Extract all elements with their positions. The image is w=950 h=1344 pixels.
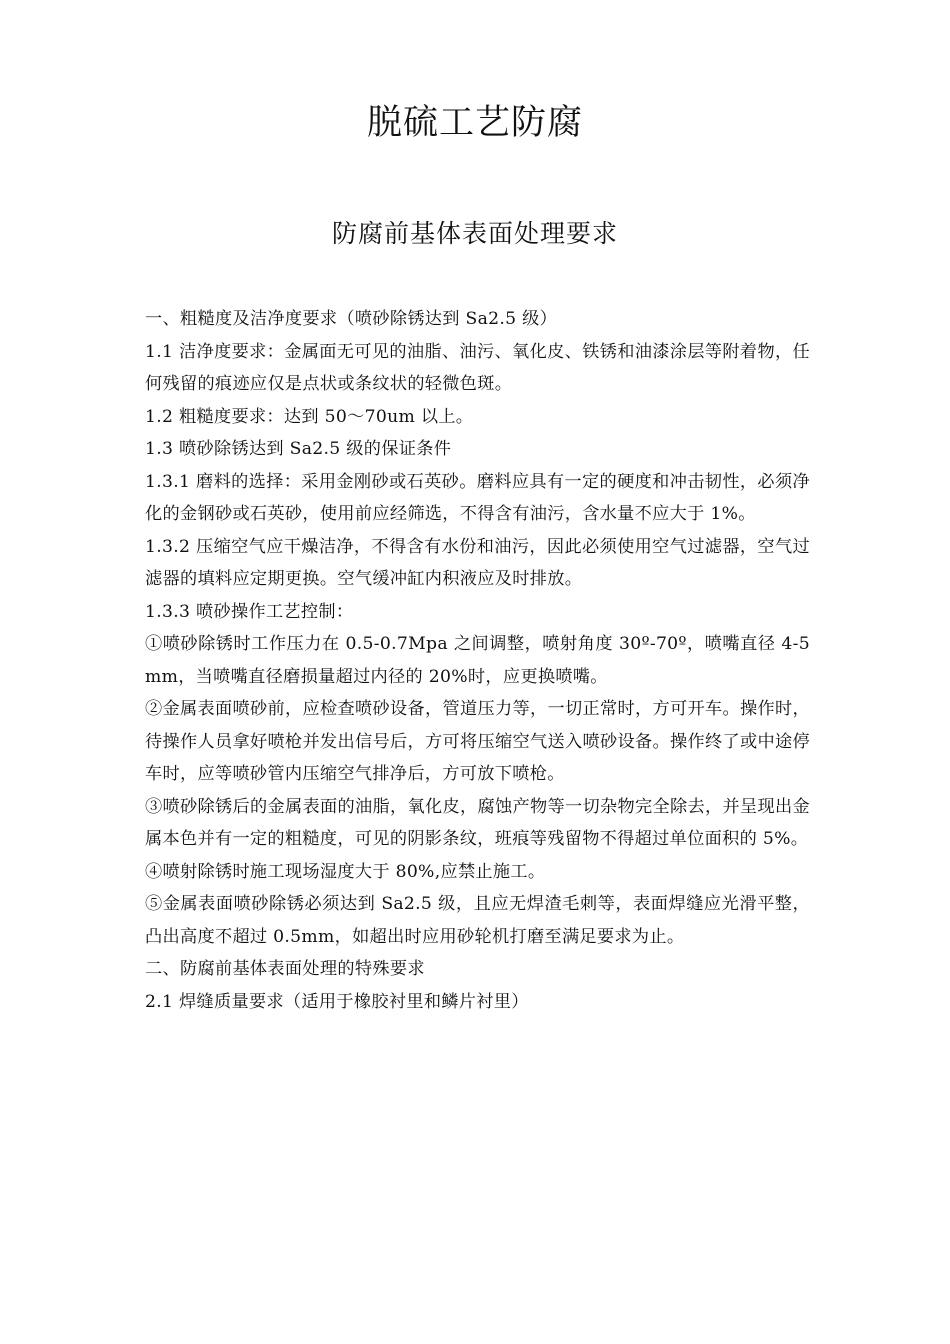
paragraph: ①喷砂除锈时工作压力在 0.5-0.7Mpa 之间调整，喷射角度 30º-70º，喷嘴直径 4-5mm，当喷嘴直径磨损量超过内径的 20%时，应更换喷嘴。 bbox=[145, 634, 810, 687]
paragraph: 2.1 焊缝质量要求（适用于橡胶衬里和鳞片衬里） bbox=[145, 991, 529, 1012]
paragraph: ②金属表面喷砂前，应检查喷砂设备，管道压力等，一切正常时，方可开车。操作时，待操作人员拿好喷枪并发出信号后，方可将压缩空气送入喷砂设备。操作终了或中途停车时，应等喷砂管内压缩空气排净后，方可放下喷枪。 bbox=[145, 699, 810, 784]
paragraph: 1.3 喷砂除锈达到 Sa2.5 级的保证条件 bbox=[145, 439, 452, 459]
paragraph: ⑤金属表面喷砂除锈必须达到 Sa2.5 级，且应无焊渣毛刺等，表面焊缝应光滑平整，凸出高度不超过 0.5mm，如超出时应用砂轮机打磨至满足要求为止。 bbox=[145, 894, 810, 947]
paragraph: 1.3.2 压缩空气应干燥洁净，不得含有水份和油污，因此必须使用空气过滤器，空气过滤器的填料应定期更换。空气缓冲缸内积液应及时排放。 bbox=[145, 536, 810, 589]
paragraph: ③喷砂除锈后的金属表面的油脂，氧化皮，腐蚀产物等一切杂物完全除去，并呈现出金属本色并有一定的粗糙度，可见的阴影条纹，班痕等残留物不得超过单位面积的 5%。 bbox=[145, 796, 810, 849]
paragraph: 1.3.3 喷砂操作工艺控制： bbox=[145, 601, 354, 622]
document-body bbox=[145, 303, 810, 1018]
section-heading: 一、粗糙度及洁净度要求（喷砂除锈达到 Sa2.5 级） bbox=[145, 309, 558, 329]
document-subtitle: 防腐前基体表面处理要求 bbox=[331, 219, 618, 248]
paragraph: 1.1 洁净度要求：金属面无可见的油脂、油污、氧化皮、铁锈和油漆涂层等附着物，任何残留的痕迹应仅是点状或条纹状的轻微色斑。 bbox=[145, 341, 810, 394]
document-title: 脱硫工艺防腐 bbox=[366, 103, 583, 143]
paragraph: 1.2 粗糙度要求：达到 50～70um 以上。 bbox=[145, 406, 474, 427]
paragraph: ④喷射除锈时施工现场湿度大于 80%,应禁止施工。 bbox=[145, 861, 546, 882]
section-heading: 二、防腐前基体表面处理的特殊要求 bbox=[145, 959, 425, 979]
paragraph: 1.3.1 磨料的选择：采用金刚砂或石英砂。磨料应具有一定的硬度和冲击韧性，必须净化的金钢砂或石英砂，使用前应经筛选，不得含有油污，含水量不应大于 1%。 bbox=[145, 471, 810, 524]
